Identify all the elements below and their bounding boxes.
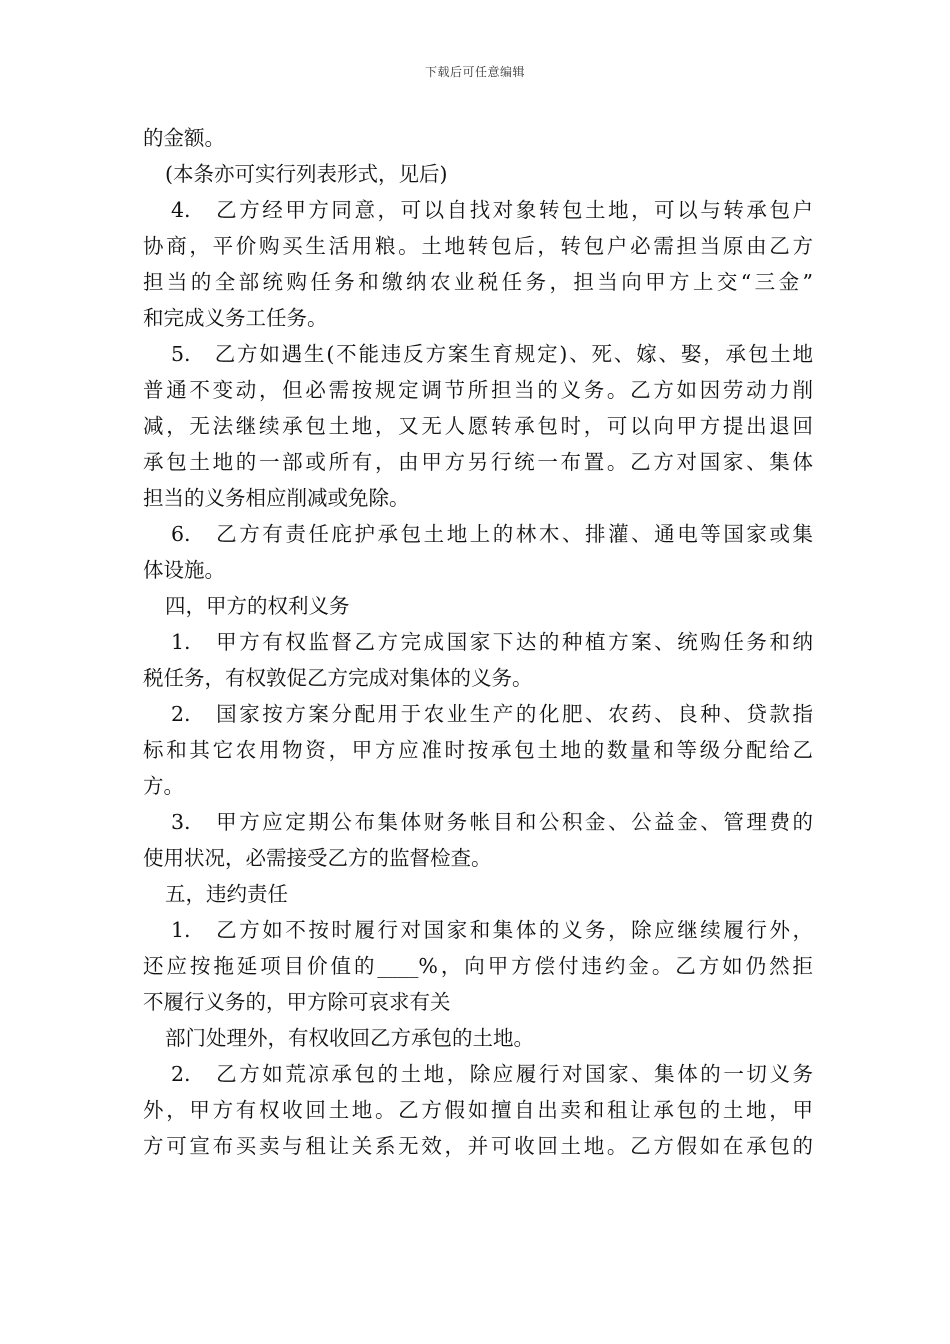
text-line: 外，甲方有权收回土地。乙方假如擅自出卖和租让承包的土地，甲 — [143, 1098, 813, 1122]
page-header: 下载后可任意编辑 — [424, 65, 525, 79]
text-line: 6. 乙方有责任庇护承包土地上的林木、排灌、通电等国家或集 — [171, 522, 813, 546]
text-line: 方。 — [143, 774, 184, 798]
text-line: (本条亦可实行列表形式，见后) — [165, 162, 448, 186]
text-line: 4. 乙方经甲方同意，可以自找对象转包土地，可以与转承包户 — [171, 198, 813, 222]
text-line: 1. 乙方如不按时履行对国家和集体的义务，除应继续履行外， — [171, 918, 813, 942]
text-line: 税任务，有权敦促乙方完成对集体的义务。 — [143, 666, 533, 690]
text-line: 5. 乙方如遇生(不能违反方案生育规定)、死、嫁、娶，承包土地 — [171, 342, 813, 366]
text-line: 担当的全部统购任务和缴纳农业税任务，担当向甲方上交“三金” — [143, 270, 813, 294]
text-line: 不履行义务的，甲方除可哀求有关 — [143, 990, 451, 1014]
text-line: 体设施。 — [143, 558, 225, 582]
text-line: 的金额。 — [143, 126, 225, 150]
text-line: 担当的义务相应削减或免除。 — [143, 486, 410, 510]
text-line: 和完成义务工任务。 — [143, 306, 328, 330]
text-line: 2. 国家按方案分配用于农业生产的化肥、农药、良种、贷款指 — [171, 702, 813, 726]
text-line: 2. 乙方如荒凉承包的土地，除应履行对国家、集体的一切义务 — [171, 1062, 813, 1086]
text-line: 1. 甲方有权监督乙方完成国家下达的种植方案、统购任务和纳 — [171, 630, 813, 654]
text-line: 标和其它农用物资，甲方应准时按承包土地的数量和等级分配给乙 — [143, 738, 813, 762]
text-line: 部门处理外，有权收回乙方承包的土地。 — [165, 1026, 534, 1050]
text-line: 减，无法继续承包土地，又无人愿转承包时，可以向甲方提出退回 — [143, 414, 813, 438]
text-line: 3. 甲方应定期公布集体财务帐目和公积金、公益金、管理费的 — [171, 810, 813, 834]
text-line: 协商，平价购买生活用粮。土地转包后，转包户必需担当原由乙方 — [143, 234, 813, 258]
text-line: 还应按拖延项目价值的____%，向甲方偿付违约金。乙方如仍然拒 — [143, 954, 813, 978]
text-line: 普通不变动，但必需按规定调节所担当的义务。乙方如因劳动力削 — [143, 378, 813, 402]
text-line: 方可宣布买卖与租让关系无效，并可收回土地。乙方假如在承包的 — [143, 1134, 813, 1158]
text-line: 承包土地的一部或所有，由甲方另行统一布置。乙方对国家、集体 — [143, 450, 813, 474]
text-line: 四，甲方的权利义务 — [165, 594, 350, 618]
text-line: 使用状况，必需接受乙方的监督检查。 — [143, 846, 492, 870]
text-line: 五，违约责任 — [165, 882, 288, 906]
document-body — [143, 120, 813, 1164]
